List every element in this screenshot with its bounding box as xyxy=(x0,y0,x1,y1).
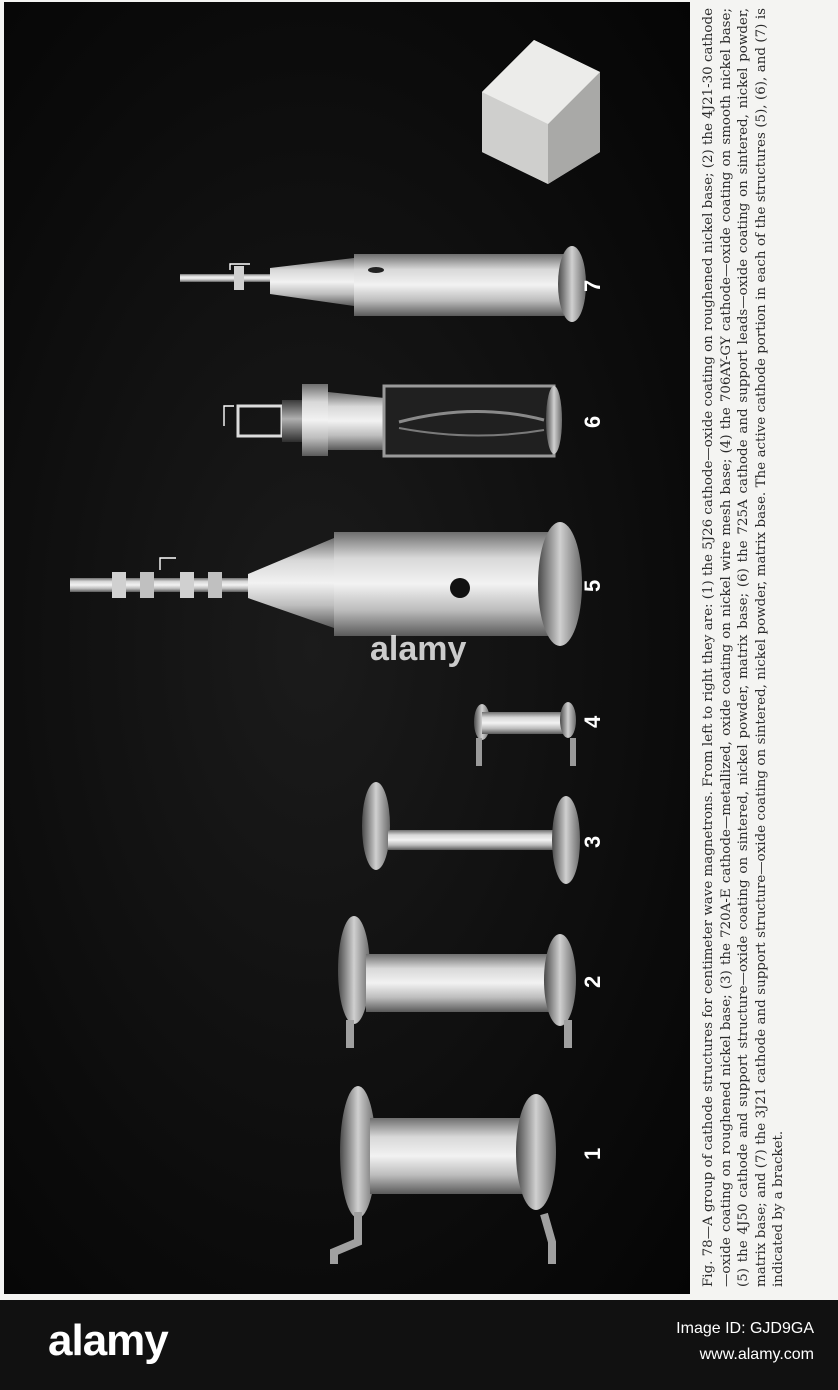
structure-number-7: 7 xyxy=(580,279,605,292)
cathode-structure-6 xyxy=(224,384,562,456)
watermark-text: alamy xyxy=(370,630,467,668)
alamy-logo: alamy xyxy=(48,1316,168,1365)
cathode-structure-3 xyxy=(362,782,580,884)
watermark-banner xyxy=(0,1300,838,1390)
cathode-structure-2 xyxy=(338,916,576,1048)
cathode-structure-5 xyxy=(70,522,582,646)
structure-number-5: 5 xyxy=(580,579,605,592)
structure-number-1: 1 xyxy=(580,1147,605,1160)
cathode-structure-7 xyxy=(180,246,586,322)
reference-cube xyxy=(482,40,600,184)
structure-number-4: 4 xyxy=(580,715,605,728)
photo-plate xyxy=(4,2,690,1294)
image-id-block xyxy=(676,1316,814,1368)
cathode-photo xyxy=(4,2,690,1294)
figure-caption: Fig. 78—A group of cathode structures for centimeter wave magnetrons. From left to right they are: (1) the 5J26 cathode—oxide coating on roughened nickel base; (2) the 4J21-30 cathode—oxide coating on roughened nickel base; (3) the 720A-E cathode—metallized, oxide coating on nickel wire mesh base; (4) the 706AY-GY cathode—oxide coating on smooth nickel base; (5) the 4J50 cathode and support structure—oxide coating on sintered, nickel powder, matrix base; (6) the 725A cathode and support leads—oxide coating on sintered, nickel powder, matrix base; and (7) the 3J21 cathode and support structure—oxide coating on sintered, nickel powder, matrix base. The active cathode portion in each of the structures (5), (6), and (7) is indicated by a bracket. xyxy=(701,8,787,1287)
image-id-label: Image ID: GJD9GA xyxy=(676,1320,814,1337)
structure-number-3: 3 xyxy=(580,835,605,848)
cathode-structure-1 xyxy=(334,1086,556,1264)
site-url: www.alamy.com xyxy=(699,1346,814,1363)
structure-number-6: 6 xyxy=(580,415,605,428)
structure-number-2: 2 xyxy=(580,975,605,988)
cathode-structure-4 xyxy=(474,702,576,766)
